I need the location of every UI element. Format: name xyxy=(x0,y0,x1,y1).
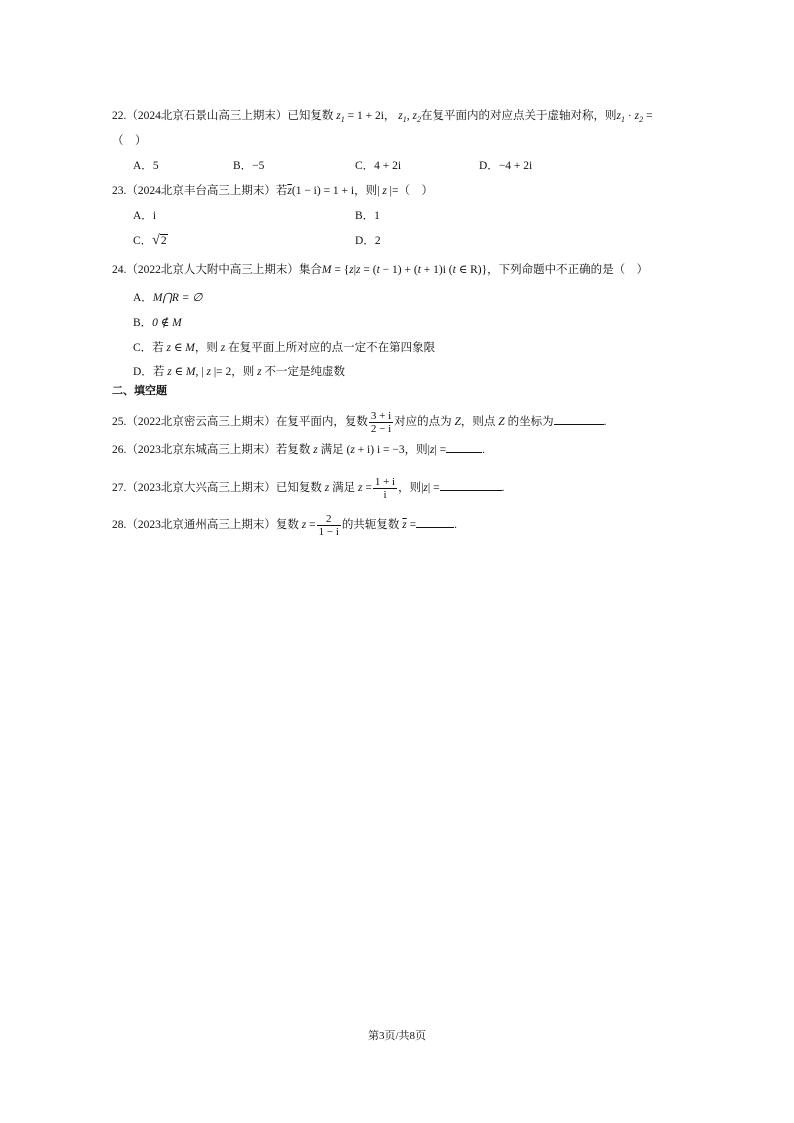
q22-option-a[interactable]: A．5 xyxy=(133,160,159,172)
q22-number: 22. xyxy=(112,110,127,122)
q24-text-b: ，下列命题中不正确的是（ ） xyxy=(487,264,649,276)
q22-z1-expr: $z_1 = 1 + 2i$ xyxy=(336,110,384,124)
q23-source: （2024北京丰台高三上期末） xyxy=(126,185,276,197)
q22-option-d[interactable]: D．−4 + 2i xyxy=(479,160,533,172)
q23-option-d[interactable]: D．2 xyxy=(355,235,381,247)
q23-text-b: ，则 xyxy=(354,185,378,197)
q24-text-a: 集合 xyxy=(298,264,322,276)
q23-text-a: 若 xyxy=(275,185,288,197)
q28-source: （2023北京通州高三上期末） xyxy=(126,519,276,532)
q23-option-a[interactable]: A．i xyxy=(133,210,157,222)
q26-number: 26. xyxy=(112,444,127,456)
q22-paren: （ ） xyxy=(112,135,147,147)
q22-text-b: ， xyxy=(383,110,396,122)
q23-modulus: | z |= xyxy=(377,185,399,197)
q28-text-a: 复数 xyxy=(275,519,299,532)
q22-z1z2: $z_1$, $z_2$ xyxy=(398,110,421,124)
q25-fraction: $\frac{3 + i}{2 - i}$ xyxy=(370,410,392,435)
q28-number: 28. xyxy=(112,519,127,532)
q26-text-b: 满足 xyxy=(320,444,344,456)
q23-number: 23. xyxy=(112,185,127,197)
q26-text-a: 若复数 xyxy=(275,444,311,456)
q23-option-c[interactable]: C．√2 xyxy=(133,233,167,248)
q23-text-c: （ ） xyxy=(398,185,433,197)
q22-option-b[interactable]: B．−5 xyxy=(233,160,265,172)
q24-option-d[interactable]: D．若 z ∈ M, | z |= 2，则 z 不一定是纯虚数 xyxy=(133,366,345,378)
q25-answer-blank[interactable] xyxy=(554,414,604,425)
q28-text-b: 的共轭复数 xyxy=(341,519,400,532)
q26-line: 26.（2023北京东城高三上期末）若复数 z 满足 (z + i) i = −3，则|z| = . xyxy=(112,444,485,456)
q22-option-c[interactable]: C．4 + 2i xyxy=(355,160,402,172)
q24-option-a[interactable]: A．M⋂R = ∅ xyxy=(133,292,203,304)
q26-text-c: ，则 xyxy=(404,444,428,456)
q22-product: $z_1 \cdot z_2$ = xyxy=(616,110,653,124)
q27-fraction: $\frac{1 + i}{i}$ xyxy=(374,476,396,501)
q28-answer-blank[interactable] xyxy=(416,517,454,528)
q28-fraction: $\frac{2}{1 - i}$ xyxy=(318,513,339,538)
q27-text-c: ，则 xyxy=(398,482,422,495)
q27-text-b: 满足 xyxy=(332,482,356,495)
q25-text-b: 对应的点为 xyxy=(394,416,452,429)
q25-source: （2022北京密云高三上期末） xyxy=(126,416,276,429)
section-fill-in-heading: 二、填空题 xyxy=(112,384,167,397)
q26-source: （2023北京东城高三上期末） xyxy=(126,444,276,456)
q24-option-b[interactable]: B．0 ∉ M xyxy=(133,317,182,329)
q22-source: （2024北京石景山高三上期末） xyxy=(126,110,288,122)
q25-text-c: ，则点 xyxy=(460,416,496,429)
q24-set-expr: M = {z|z = (t − 1) + (t + 1)i (t ∈ R)} xyxy=(321,264,488,276)
q22-text-c: 在复平面内的对应点关于虚轴对称，则 xyxy=(421,110,617,122)
q26-answer-blank[interactable] xyxy=(446,442,482,453)
page-footer: 第3页/共8页 xyxy=(367,1030,427,1042)
q23-equation: $\overline{z}(1 - i) = 1 + i$ xyxy=(287,185,355,197)
q27-answer-blank[interactable] xyxy=(440,480,502,491)
q25-line: 25.（2022北京密云高三上期末）在复平面内，复数 $\frac{3 + i}{2 - i}$ 对应的点为 Z，则点 Z 的坐标为 . xyxy=(112,410,607,435)
q27-line: 27.（2023北京大兴高三上期末）已知复数 z 满足 z = $\frac{1 + i}{i}$ ，则|z| = . xyxy=(112,476,505,501)
q22-text-a: 已知复数 xyxy=(287,110,334,122)
q24-number: 24. xyxy=(112,264,127,276)
q24-line1 xyxy=(112,262,648,278)
q27-text-a: 已知复数 xyxy=(275,482,322,495)
q23-option-b[interactable]: B．1 xyxy=(355,210,380,222)
q24-source: （2022北京人大附中高三上期末） xyxy=(126,264,299,276)
q28-line: 28.（2023北京通州高三上期末）复数 z = $\frac{2}{1 - i}$ 的共轭复数 $\overline{z}$ = . xyxy=(112,513,457,538)
q22-line1 xyxy=(112,108,652,124)
q27-source: （2023北京大兴高三上期末） xyxy=(126,482,276,495)
q27-number: 27. xyxy=(112,482,127,495)
q24-option-c[interactable]: C．若 z ∈ M，则 z 在复平面上所对应的点一定不在第四象限 xyxy=(133,342,436,354)
q25-text-d: 的坐标为 xyxy=(507,416,554,429)
q25-number: 25. xyxy=(112,416,127,429)
q25-text-a: 在复平面内，复数 xyxy=(275,416,368,429)
q26-equation: (z + i) i = −3 xyxy=(346,444,405,456)
q23-line1 xyxy=(112,183,433,199)
